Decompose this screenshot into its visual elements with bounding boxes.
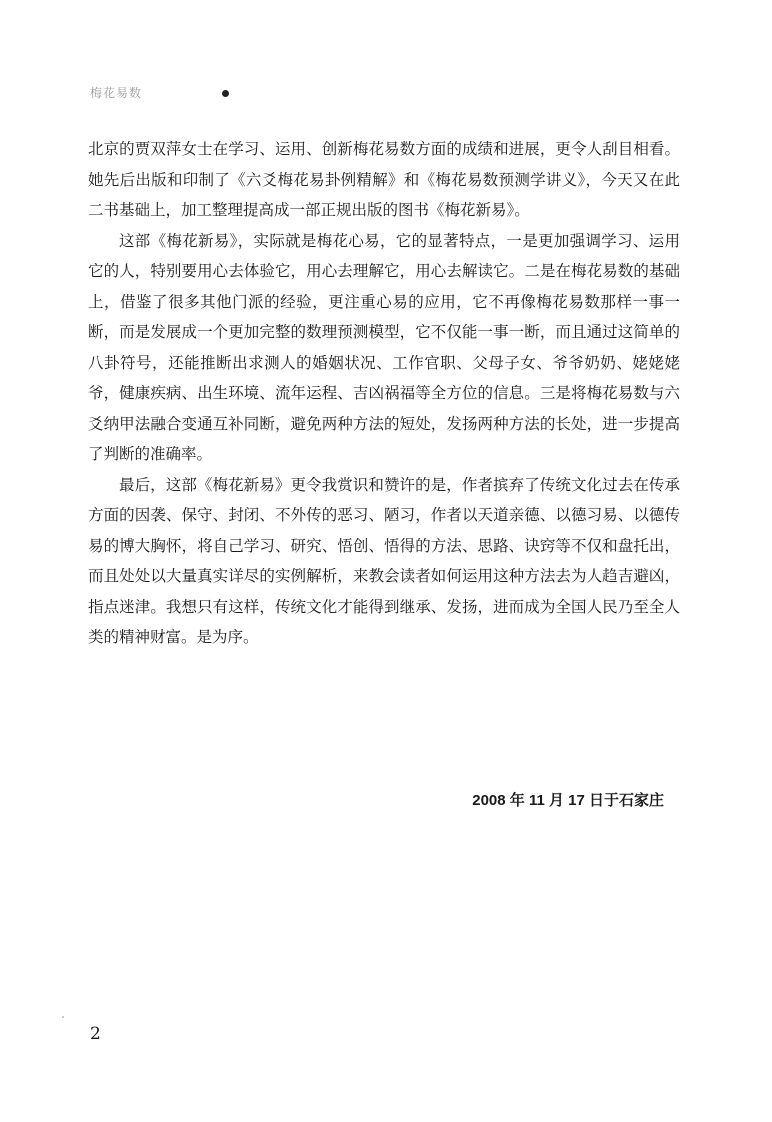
running-title: 梅花易数	[90, 86, 143, 100]
paragraph-features: 这部《梅花新易》，实际就是梅花心易，它的显著特点，一是更加强调学习、运用它的人，特别要用心去体验它，用心去理解它，用心去解读它。二是在梅花易数的基础上，借鉴了很多其他门派的经验，更注重心易的应用，它不再像梅花易数那样一事一断，而是发展成一个更加完整的数理预测模型，它不仅能一事一断，而且通过这简单的八卦符号，还能推断出求测人的婚姻状况、工作官职、父母子女、爷爷奶奶、姥姥姥爷，健康疾病、出生环境、流年运程、吉凶祸福等全方位的信息。三是将梅花易数与六爻纳甲法融合变通互补同断，避免两种方法的短处，发扬两种方法的长处，进一步提高了判断的准确率。	[88, 231, 680, 463]
paragraph-conclusion: 最后，这部《梅花新易》更令我赏识和赞许的是，作者摈弃了传统文化过去在传承方面的因袭、保守、封闭、不外传的恶习、陋习，作者以天道亲德、以德习易、以德传易的博大胸怀，将自己学习、研究、悟创、悟得的方法、思路、诀窍等不仅和盘托出，而且处处以大量真实详尽的实例解析，来教会读者如何运用这种方法去为人趋吉避凶，指点迷津。我想只有这样，传统文化才能得到继承、发扬，进而成为全国人民乃至全人类的精神财富。是为序。	[88, 475, 680, 646]
scan-speck	[62, 1016, 64, 1018]
bullet-dot-icon	[222, 90, 229, 97]
paragraph-continued: 北京的贾双萍女士在学习、运用、创新梅花易数方面的成绩和进展，更令人刮目相看。她先后出版和印制了《六爻梅花易卦例精解》和《梅花易数预测学讲义》，今天又在此二书基础上，加工整理提高成一部正规出版的图书《梅花新易》。	[88, 140, 680, 219]
page-number: 2	[90, 1024, 101, 1044]
running-header	[90, 84, 250, 102]
signature-date-place: 2008 年 11 月 17 日于石家庄	[472, 792, 664, 809]
body-text	[88, 134, 680, 653]
